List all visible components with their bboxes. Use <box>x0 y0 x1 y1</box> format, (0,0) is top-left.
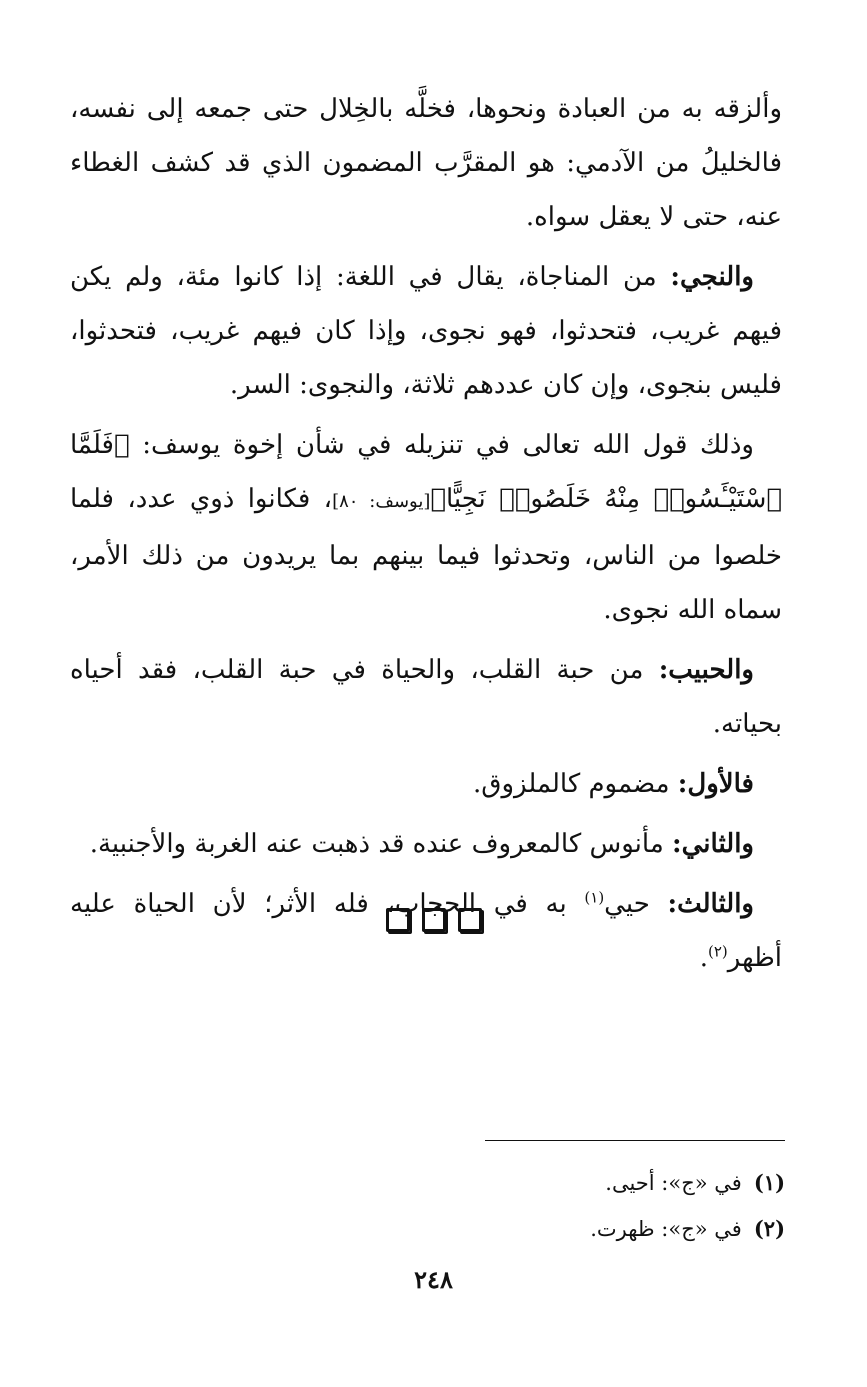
paragraph-first <box>70 757 782 811</box>
main-text <box>70 82 782 991</box>
footnote-separator <box>485 1140 785 1141</box>
paragraph-quran-citation <box>70 418 782 637</box>
paragraph-text: مضموم كالملزوق. <box>473 769 678 799</box>
paragraph-text-before: وذلك قول الله تعالى في تنزيله في شأن إخوة يوسف: <box>129 430 754 460</box>
square-ornament-icon <box>386 908 410 932</box>
footnote-marker-2[interactable]: (٢) <box>707 942 728 961</box>
verse-reference: [يوسف: ٨٠] <box>332 491 431 512</box>
square-ornament-icon <box>422 908 446 932</box>
paragraph-habib <box>70 643 782 751</box>
footnotes <box>300 1160 785 1252</box>
footnote-number: (١) <box>753 1170 785 1195</box>
term-second: والثاني: <box>672 829 754 859</box>
paragraph-text: من المناجاة، يقال في اللغة: إذا كانوا مئة، ولم يكن فيهم غريب، فتحدثوا، فهو نجوى، وإذا كان فيهم غريب، فتحدثوا، فليس بنجوى، وإن كان عددهم ثلاثة، والنجوى: السر. <box>70 262 782 400</box>
paragraph-najiy <box>70 250 782 412</box>
paragraph-text: وألزقه به من العبادة ونحوها، فخلَّه بالخِلال حتى جمعه إلى نفسه، فالخليلُ من الآدمي: هو المقرَّب المضمون الذي قد كشف الغطاء عنه، حتى لا يعقل سواه. <box>70 94 782 232</box>
page-number: ٢٤٨ <box>414 1265 453 1294</box>
paragraph-second <box>70 817 782 871</box>
footnote-text: في «ج»: ظهرت. <box>590 1217 742 1241</box>
paragraph-text: من حبة القلب، والحياة في حبة القلب، فقد أحياه بحياته. <box>70 655 782 739</box>
footnote-2 <box>300 1206 785 1252</box>
term-habib: والحبيب: <box>658 655 754 685</box>
paragraph-text-b: به في الحجاب، فله الأثر؛ لأن الحياة عليه أظهر <box>70 889 782 973</box>
square-ornament-icon <box>458 908 482 932</box>
paragraph-text-after: ، فكانوا ذوي عدد، فلما خلصوا من الناس، وتحدثوا فيما بينهم بما يريدون من ذلك الأمر، سماه الله نجوى. <box>70 484 782 625</box>
paragraph-text-c: . <box>699 943 708 973</box>
footnote-text: في «ج»: أحيى. <box>605 1171 742 1195</box>
paragraph-khalil <box>70 82 782 244</box>
footnote-marker-1[interactable]: (١) <box>584 888 605 907</box>
paragraph-text: مأنوس كالمعروف عنده قد ذهبت عنه الغربة والأجنبية. <box>89 829 673 859</box>
footnote-1 <box>300 1160 785 1206</box>
paragraph-text-a: حيي <box>604 889 668 919</box>
term-third: والثالث: <box>667 889 754 919</box>
term-najiy: والنجي: <box>670 262 754 292</box>
term-first: فالأول: <box>677 769 754 799</box>
footnote-number: (٢) <box>753 1216 785 1241</box>
section-divider-ornament <box>0 908 867 932</box>
quran-verse: ﴿فَلَمَّا ٱسْتَيْـَٔسُوا۟ مِنْهُ خَلَصُوا۟ نَجِيًّا﴾ <box>70 430 782 514</box>
